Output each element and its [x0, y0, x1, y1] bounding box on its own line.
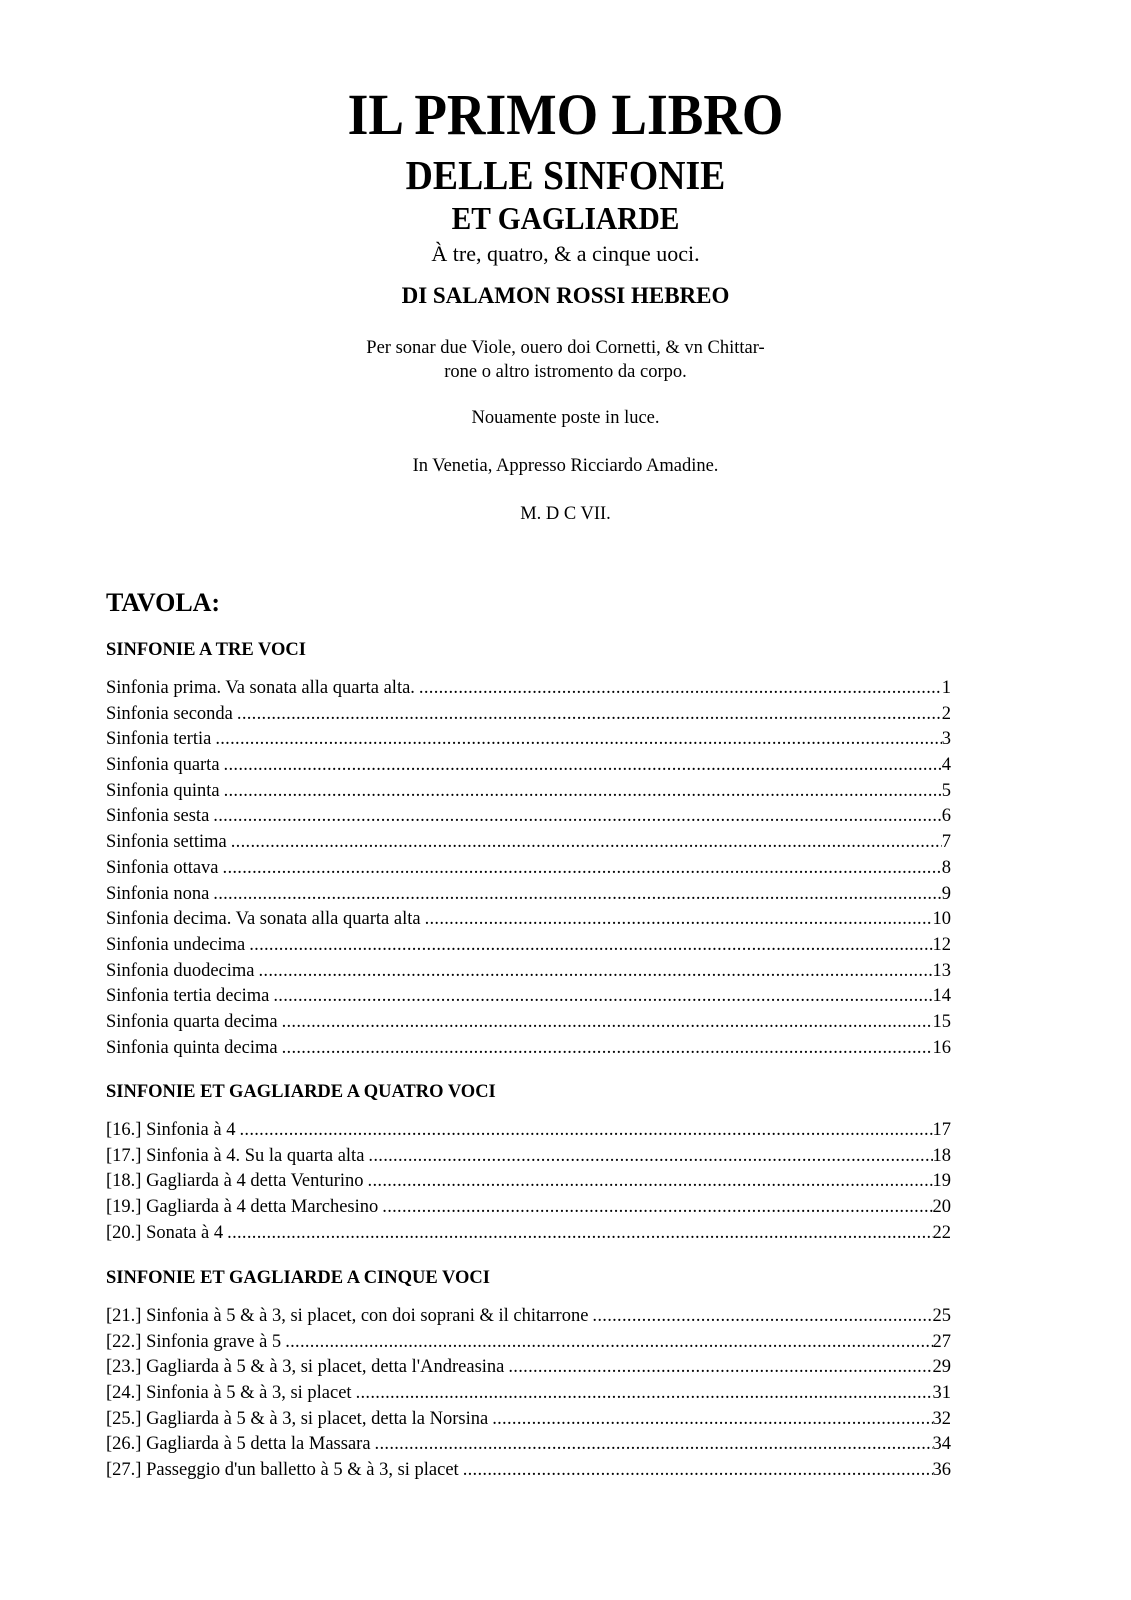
dot-leader: [220, 779, 942, 805]
section-quatro-voci: [106, 1080, 951, 1246]
toc-entry: [106, 1458, 951, 1484]
dot-leader: [233, 702, 942, 728]
author: DI SALAMON ROSSI HEBREO: [401, 283, 730, 308]
entry-title: [21.] Sinfonia à 5 & à 3, si placet, con doi soprani & il chitarrone: [106, 1306, 589, 1326]
instruments-text: [0, 336, 1131, 384]
toc-entry: [106, 1169, 951, 1195]
section-tre-voci: [106, 638, 951, 1061]
entry-page: 16: [932, 1037, 951, 1058]
entry-title: Sinfonia quinta: [106, 780, 220, 801]
toc-entry: [106, 1330, 951, 1356]
entry-title: Sinfonia quarta decima: [106, 1011, 278, 1032]
publisher: In Venetia, Appresso Ricciardo Amadine.: [412, 456, 719, 476]
entry-title: Sinfonia duodecima: [106, 960, 255, 981]
dot-leader: [364, 1169, 933, 1195]
dot-leader: [278, 1010, 933, 1036]
dot-leader: [223, 1221, 932, 1247]
toc-entry: [106, 1381, 951, 1407]
toc-entry: [106, 830, 951, 856]
entry-title: Sinfonia undecima: [106, 934, 246, 955]
entry-title: [22.] Sinfonia grave à 5: [106, 1331, 282, 1352]
entry-title: Sinfonia decima. Va sonata alla quarta alta: [106, 909, 421, 930]
dot-leader: [235, 1118, 932, 1144]
toc-entry: [106, 959, 951, 985]
entry-page: 20: [932, 1197, 951, 1218]
toc-entry: [106, 907, 951, 933]
dot-leader: [415, 676, 942, 702]
entry-title: [24.] Sinfonia à 5 & à 3, si placet: [106, 1383, 352, 1404]
entry-page: 7: [941, 832, 951, 853]
toc-entry: [106, 804, 951, 830]
toc-entry: [106, 1407, 951, 1433]
toc-entry: [106, 727, 951, 753]
toc-entry: [106, 1195, 951, 1221]
entry-page: 14: [932, 986, 951, 1007]
entry-page: 17: [932, 1120, 951, 1140]
entry-title: [20.] Sonata à 4: [106, 1222, 224, 1243]
entry-title: Sinfonia quarta: [106, 755, 220, 776]
entry-page: 5: [941, 780, 951, 801]
entry-page: 15: [932, 1011, 951, 1032]
section-cinque-voci: [106, 1266, 951, 1484]
entry-title: [27.] Passeggio d'un balletto à 5 & à 3, si placet: [106, 1460, 459, 1481]
entry-page: 10: [932, 909, 951, 930]
toc-entry: [106, 882, 951, 908]
entry-page: 29: [932, 1357, 951, 1378]
entry-title: Sinfonia seconda: [106, 703, 233, 724]
entry-title: Sinfonia nona: [106, 883, 210, 904]
dot-leader: [211, 727, 941, 753]
dot-leader: [254, 959, 932, 985]
toc-entry: [106, 676, 951, 702]
dot-leader: [219, 856, 942, 882]
toc-entry: [106, 933, 951, 959]
entry-title: Sinfonia sesta: [106, 806, 210, 827]
toc-entry: [106, 753, 951, 779]
entry-title: Sinfonia tertia decima: [106, 986, 270, 1007]
dot-leader: [209, 804, 941, 830]
toc-entry: [106, 1036, 951, 1062]
entry-page: 9: [941, 883, 951, 904]
entry-page: 34: [932, 1434, 951, 1455]
entry-page: 36: [932, 1460, 951, 1481]
entry-title: [17.] Sinfonia à 4. Su la quarta alta: [106, 1145, 365, 1166]
entry-title: [23.] Gagliarda à 5 & à 3, si placet, detta l'Andreasina: [106, 1357, 505, 1378]
entry-page: 3: [941, 729, 951, 750]
toc-entry: [106, 702, 951, 728]
dot-leader: [245, 933, 932, 959]
dot-leader: [378, 1195, 932, 1221]
entry-page: 8: [941, 857, 951, 878]
toc-entry: [106, 1010, 951, 1036]
toc-entry: [106, 1144, 951, 1170]
dot-leader: [488, 1407, 932, 1433]
entry-page: 25: [932, 1306, 951, 1326]
title-line-1: IL PRIMO LIBRO: [347, 82, 784, 147]
dot-leader: [227, 830, 942, 856]
new-edition-note: Nouamente poste in luce.: [471, 408, 660, 428]
toc-entry: [106, 1432, 951, 1458]
entry-title: Sinfonia prima. Va sonata alla quarta alta.: [106, 678, 415, 698]
toc-entry: [106, 1118, 951, 1144]
entry-page: 27: [932, 1331, 951, 1352]
entry-title: [19.] Gagliarda à 4 detta Marchesino: [106, 1197, 379, 1218]
voices-subtitle: À tre, quatro, & a cinque uoci.: [431, 241, 700, 266]
section-heading: SINFONIE ET GAGLIARDE A QUATRO VOCI: [106, 1082, 496, 1102]
year: M. D C VII.: [520, 504, 611, 524]
entry-title: Sinfonia tertia: [106, 729, 212, 750]
entry-page: 2: [941, 703, 951, 724]
toc-entry: [106, 779, 951, 805]
entry-page: 4: [941, 755, 951, 776]
dot-leader: [352, 1381, 933, 1407]
entry-title: [25.] Gagliarda à 5 & à 3, si placet, detta la Norsina: [106, 1408, 489, 1429]
entry-page: 13: [932, 960, 951, 981]
dot-leader: [588, 1304, 932, 1330]
toc-entry: [106, 1355, 951, 1381]
dot-leader: [459, 1458, 933, 1484]
section-heading: SINFONIE A TRE VOCI: [106, 640, 306, 660]
entry-page: 1: [941, 678, 951, 698]
entry-title: [26.] Gagliarda à 5 detta la Massara: [106, 1434, 371, 1455]
dot-leader: [220, 753, 942, 779]
toc-entry: [106, 984, 951, 1010]
entry-title: Sinfonia settima: [106, 832, 227, 853]
toc-entry: [106, 1304, 951, 1330]
section-heading: SINFONIE ET GAGLIARDE A CINQUE VOCI: [106, 1268, 490, 1288]
entry-page: 22: [932, 1222, 951, 1243]
entry-title: Sinfonia ottava: [106, 857, 219, 878]
dot-leader: [278, 1036, 933, 1062]
entry-page: 18: [932, 1145, 951, 1166]
entry-page: 19: [932, 1171, 951, 1192]
title-line-3: ET GAGLIARDE: [451, 200, 680, 236]
dot-leader: [371, 1432, 933, 1458]
dot-leader: [364, 1144, 932, 1170]
entry-title: [16.] Sinfonia à 4: [106, 1120, 236, 1140]
dot-leader: [209, 882, 941, 908]
dot-leader: [421, 907, 933, 933]
entry-title: [18.] Gagliarda à 4 detta Venturino: [106, 1171, 364, 1192]
title-line-2: DELLE SINFONIE: [405, 152, 726, 198]
dot-leader: [281, 1330, 932, 1356]
entry-page: 12: [932, 934, 951, 955]
instruments-line-2: rone o altro istromento da corpo.: [444, 362, 687, 382]
entry-title: Sinfonia quinta decima: [106, 1037, 278, 1058]
toc-entry: [106, 856, 951, 882]
entry-page: 6: [941, 806, 951, 827]
tavola-heading: TAVOLA:: [106, 588, 221, 617]
toc-entry: [106, 1221, 951, 1247]
entry-page: 31: [932, 1383, 951, 1404]
dot-leader: [504, 1355, 932, 1381]
instruments-line-1: Per sonar due Viole, ouero doi Cornetti, & vn Chittar-: [366, 338, 765, 358]
entry-page: 32: [932, 1408, 951, 1429]
dot-leader: [269, 984, 932, 1010]
